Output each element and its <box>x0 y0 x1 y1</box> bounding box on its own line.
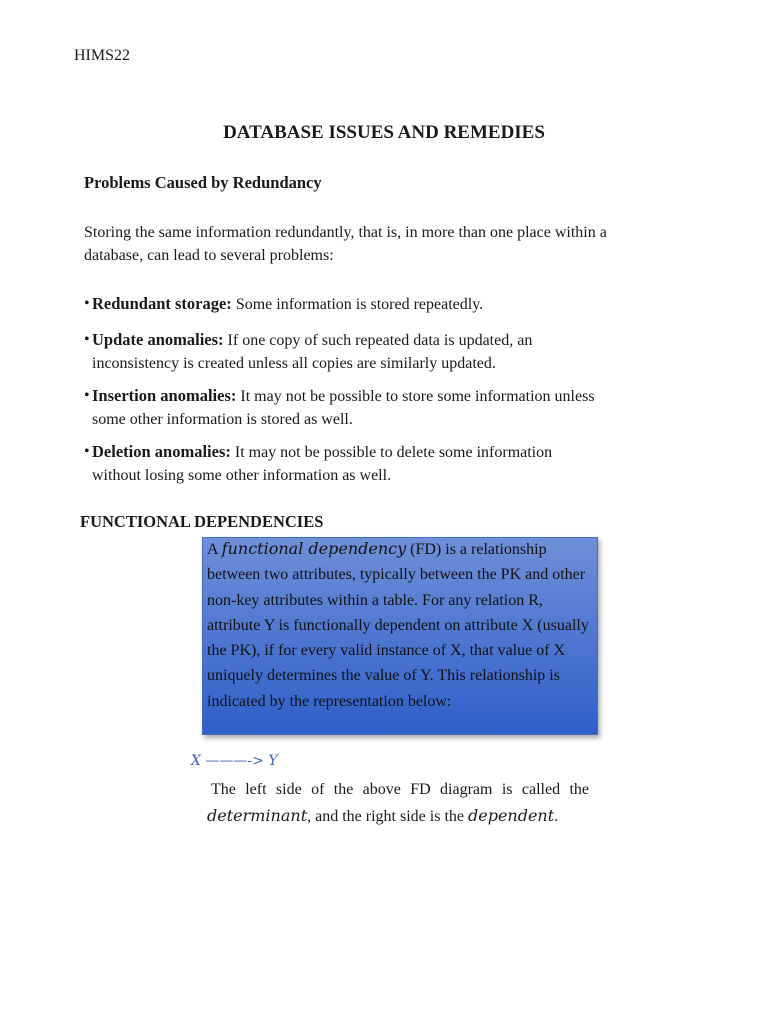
definition-prefix: A <box>207 541 222 558</box>
bullet-icon: • <box>84 387 90 404</box>
bullet-term: Redundant storage: <box>92 294 232 313</box>
section-heading-redundancy: Problems Caused by Redundancy <box>84 173 322 192</box>
header-code: HIMS22 <box>74 47 131 64</box>
bullet-icon: • <box>84 443 90 460</box>
bullet-text: It may not be possible to store some information unless some other information is stored as well. <box>92 388 595 428</box>
dependent-term: dependent <box>467 806 555 825</box>
bullet-icon: • <box>84 331 90 348</box>
determinant-term: determinant <box>207 806 308 825</box>
bullet-term: Insertion anomalies: <box>92 386 237 405</box>
intro-paragraph: Storing the same information redundantly, that is, in more than one place within a database, can lead to several problems: <box>84 224 607 264</box>
bullet-term: Deletion anomalies: <box>92 442 231 461</box>
definition-term: functional dependency <box>221 539 407 558</box>
bullet-icon: • <box>84 295 90 312</box>
bullet-text: If one copy of such repeated data is updated, an inconsistency is created unless all copies are similarly updated. <box>92 332 533 372</box>
list-item <box>84 293 604 317</box>
page-title: DATABASE ISSUES AND REMEDIES <box>223 122 545 143</box>
list-item <box>84 441 604 487</box>
bullet-text: Some information is stored repeatedly. <box>231 296 484 313</box>
fd-diagram: X ———-> Y <box>191 753 278 769</box>
explanation-paragraph <box>207 777 589 830</box>
explanation-mid: , and the right side is the <box>307 808 468 825</box>
bullet-term: Update anomalies: <box>92 330 224 349</box>
explanation-end: . <box>554 808 559 825</box>
list-item <box>84 329 604 375</box>
definition-body: (FD) is a relationship between two attributes, typically between the PK and other non-key attributes within a table. For any relation R, attribute Y is functionally dependent on attribute X (usually the PK), if for every valid instance of X, that value of X uniquely determines the value of Y. This relationship is indicated by the representation below: <box>207 541 589 710</box>
list-item <box>84 385 604 431</box>
explanation-line: The left side of the above FD diagram is called the <box>211 781 589 798</box>
section-heading-functional-dependencies: FUNCTIONAL DEPENDENCIES <box>80 512 324 531</box>
definition-text <box>207 536 599 714</box>
bullet-text: It may not be possible to delete some information without losing some other information as well. <box>92 444 553 484</box>
